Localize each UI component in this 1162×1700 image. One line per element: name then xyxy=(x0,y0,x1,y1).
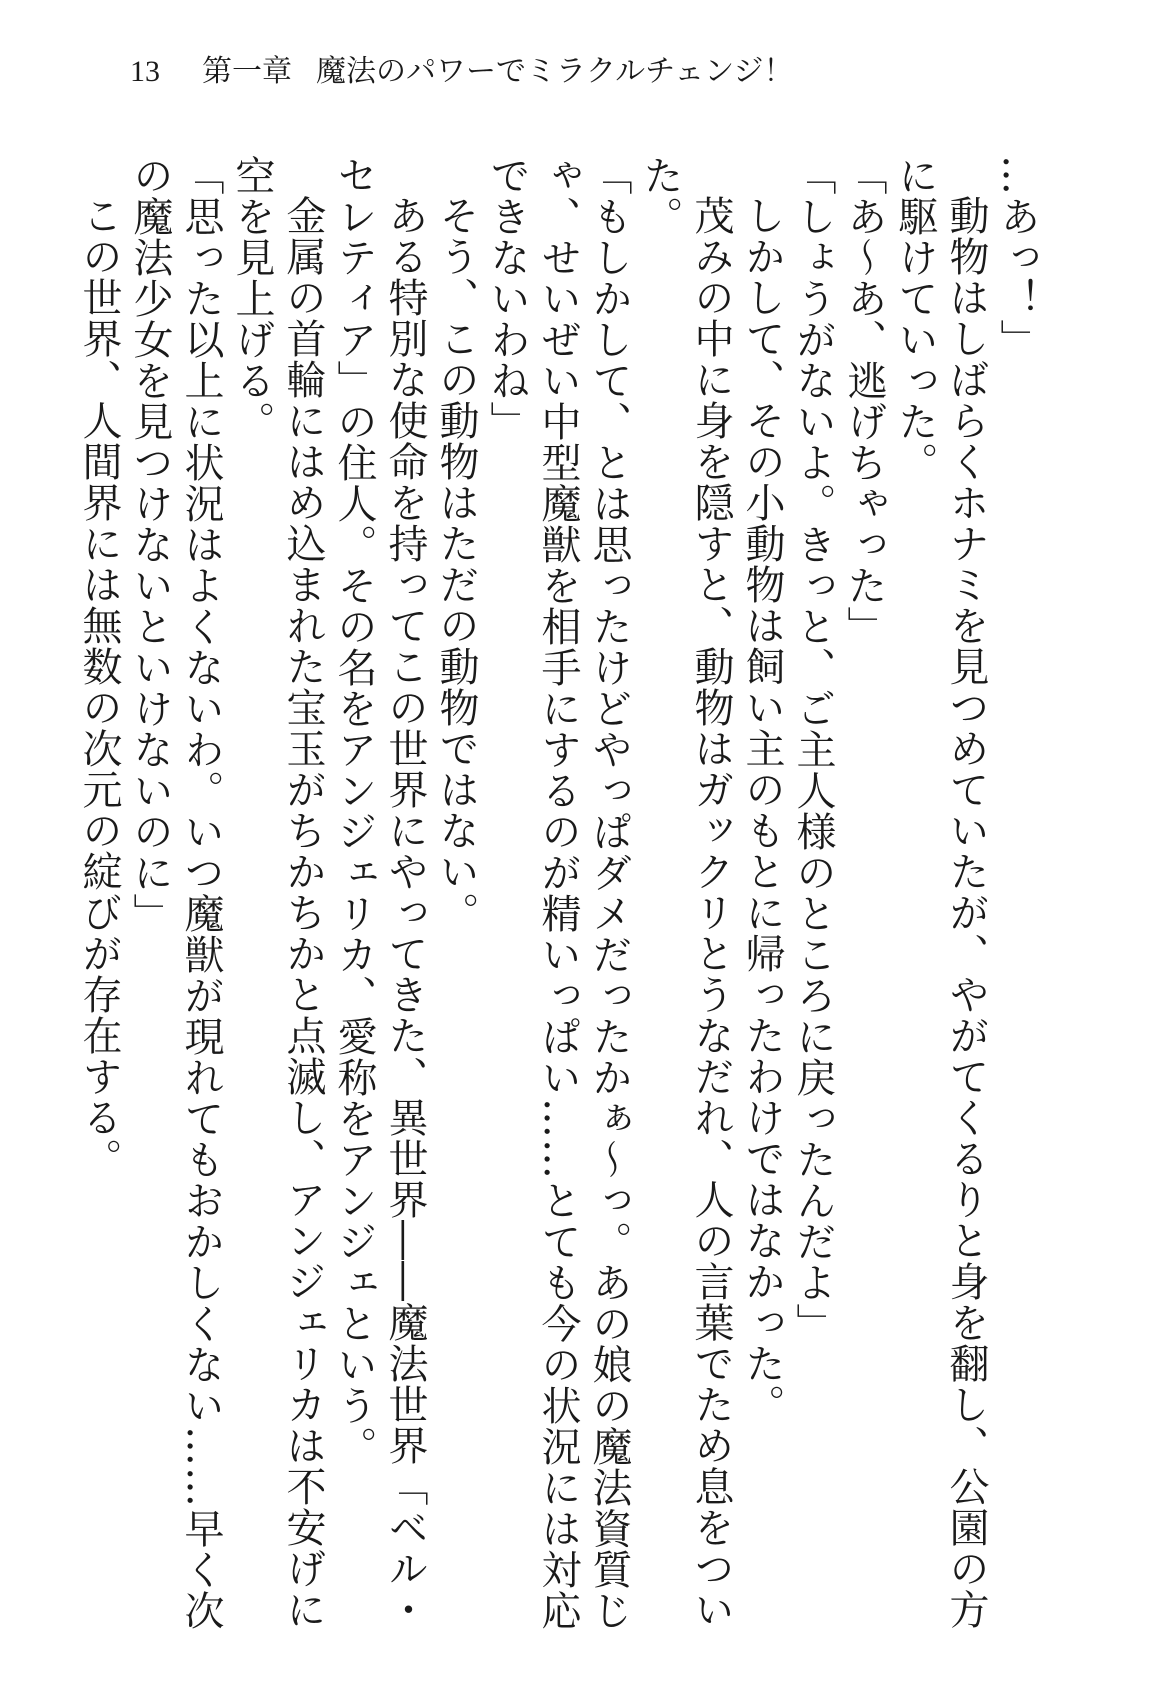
dialogue-line: 「思った以上に状況はよくないわ。いつ魔獣が現れてもおかしくない……早く次の魔法少女を見つけないといけないのに」 xyxy=(127,155,224,1631)
paragraph: しかして、その小動物は飼い主のもとに帰ったわけではなかった。 xyxy=(739,195,785,1425)
page-number: 13 xyxy=(130,55,160,88)
chapter-label: 第一章 xyxy=(202,54,292,89)
paragraph: 茂みの中に身を隠すと、動物はガックリとうなだれ、人の言葉でため息をついた。 xyxy=(637,155,734,1630)
running-header xyxy=(130,52,793,92)
paragraph: ある特別な使命を持ってこの世界にやってきた、異世界――魔法世界「ベル・セレティア」の住人。その名をアンジェリカ、愛称をアンジェという。 xyxy=(331,155,428,1630)
paragraph: そう、この動物はただの動物ではない。 xyxy=(433,195,479,933)
dialogue-line: 「あ〜あ、逃げちゃった」 xyxy=(841,155,887,647)
paragraph: 金属の首輪にはめ込まれた宝玉がちかちかと点滅し、アンジェリカは不安げに空を見上げる。 xyxy=(229,155,326,1630)
vertical-body-text xyxy=(76,155,1042,1635)
dialogue-line: 「もしかして、とは思ったけどやっぱダメだったかぁ〜っ。あの娘の魔法資質じゃ、せいぜい中型魔獣を相手にするのが精いっぱい……とても今の状況には対応できないわね」 xyxy=(484,155,632,1631)
chapter-title: 魔法のパワーでミラクルチェンジ！ xyxy=(316,54,794,89)
paragraph: …あっ！」 xyxy=(994,155,1040,360)
paragraph: 動物はしばらくホナミを見つめていたが、やがてくるりと身を翻し、公園の方に駆けていった。 xyxy=(892,155,989,1630)
paragraph: この世界、人間界には無数の次元の綻びが存在する。 xyxy=(76,195,122,1179)
dialogue-line: 「しょうがないよ。きっと、ご主人様のところに戻ったんだよ」 xyxy=(790,155,836,1344)
